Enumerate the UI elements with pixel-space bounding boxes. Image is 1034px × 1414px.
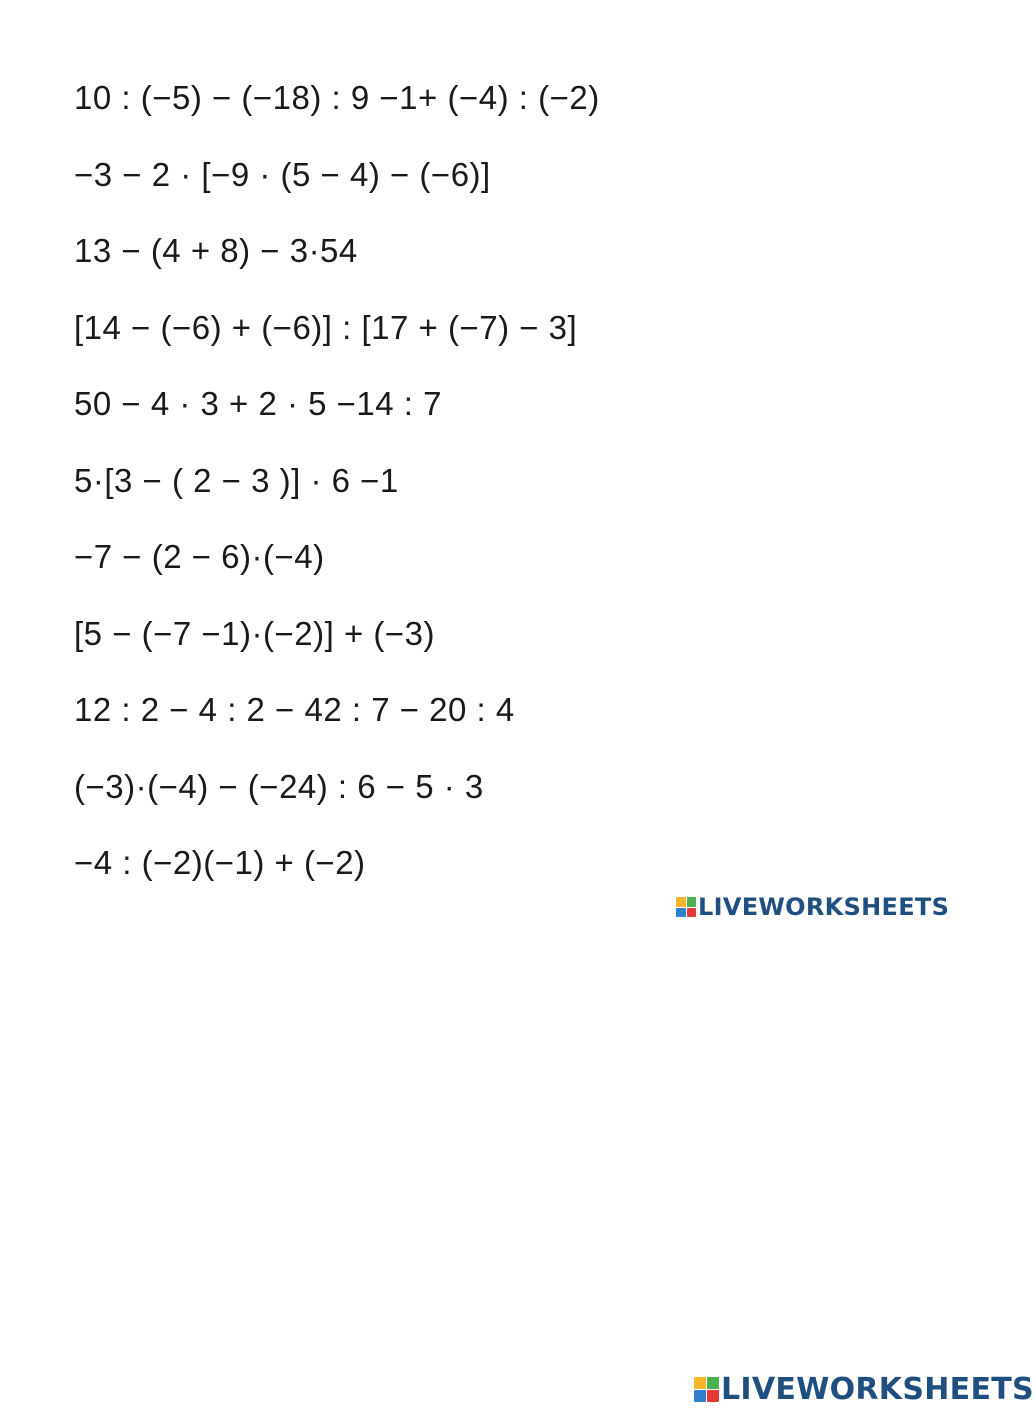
exercise-item: −4 : (−2)(−1) + (−2): [74, 844, 366, 881]
liveworksheets-logo: [676, 893, 949, 921]
logo-text: LIVEWORKSHEETS: [721, 1372, 1034, 1407]
exercise-item: 13 − (4 + 8) − 3·54: [74, 232, 358, 269]
cube-square: [694, 1377, 706, 1389]
exercise-list: [74, 76, 600, 918]
cube-square: [707, 1377, 719, 1389]
cube-square: [676, 908, 686, 918]
cube-square: [676, 897, 686, 907]
liveworksheets-cube-icon: [676, 897, 696, 917]
exercise-item: [5 − (−7 −1)·(−2)] + (−3): [74, 614, 435, 652]
exercise-item: 5·[3 − ( 2 − 3 )] · 6 −1: [74, 461, 399, 499]
exercise-item: (−3)·(−4) − (−24) : 6 − 5 · 3: [74, 767, 484, 805]
cube-square: [687, 897, 697, 907]
liveworksheets-footer-logo: [694, 1372, 1034, 1407]
exercise-item: [14 − (−6) + (−6)] : [17 + (−7) − 3]: [74, 308, 578, 346]
liveworksheets-cube-icon: [694, 1377, 719, 1402]
exercise-item: 12 : 2 − 4 : 2 − 42 : 7 − 20 : 4: [74, 691, 515, 728]
exercise-item: −7 − (2 − 6)·(−4): [74, 538, 325, 575]
cube-square: [687, 908, 697, 918]
exercise-item: −3 − 2 · [−9 · (5 − 4) − (−6)]: [74, 155, 491, 193]
exercise-item: 50 − 4 · 3 + 2 · 5 −14 : 7: [74, 385, 442, 422]
cube-square: [694, 1390, 706, 1402]
logo-text: LIVEWORKSHEETS: [698, 893, 950, 921]
cube-square: [707, 1390, 719, 1402]
exercise-item: 10 : (−5) − (−18) : 9 −1+ (−4) : (−2): [74, 79, 600, 116]
